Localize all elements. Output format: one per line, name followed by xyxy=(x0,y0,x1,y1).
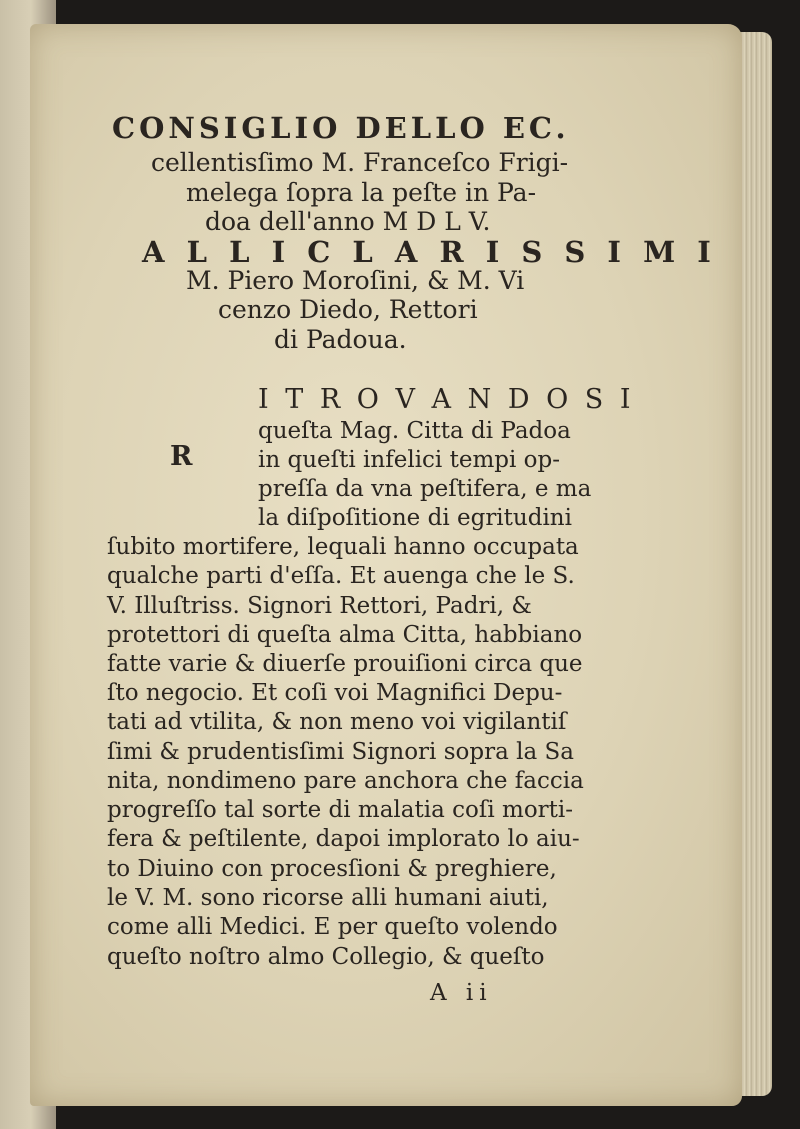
title-line: doa dell'anno M D L V. xyxy=(205,207,491,236)
body-line: V. Illuſtriss. Signori Rettori, Padri, & xyxy=(107,593,532,619)
body-line: tati ad vtilita, & non meno voi vigilantiſ xyxy=(107,709,567,735)
body-line: queſta Mag. Citta di Padoa xyxy=(258,418,571,444)
body-line: fera & peſtilente, dapoi implorato lo aiu- xyxy=(107,826,580,852)
body-line: queſto noſtro almo Collegio, & queſto xyxy=(107,944,545,970)
body-line: qualche parti d'eſſa. Et auenga che le S. xyxy=(107,563,575,589)
body-line: I T R O V A N D O S I xyxy=(258,384,635,415)
title-line: cellentisſimo M. Franceſco Frigi- xyxy=(151,148,569,177)
body-line: progreſſo tal sorte di malatia coſi morti- xyxy=(107,797,574,823)
title-line: di Padoua. xyxy=(274,325,407,354)
body-line: la diſpoſitione di egritudini xyxy=(258,505,572,531)
body-line: ſimi & prudentisſimi Signori sopra la Sa xyxy=(107,739,574,765)
body-line: in queſti infelici tempi op- xyxy=(258,447,560,473)
body-line: preſſa da vna peſtifera, e ma xyxy=(258,476,592,502)
body-line: le V. M. sono ricorse alli humani aiuti, xyxy=(107,885,549,911)
body-line: ſubito mortifere, lequali hanno occupata xyxy=(107,534,579,560)
drop-cap: R xyxy=(170,441,193,472)
title-line: M. Piero Moroſini, & M. Vi xyxy=(186,266,525,295)
body-line: come alli Medici. E per queſto volendo xyxy=(107,914,558,940)
body-line: to Diuino con procesſioni & preghiere, xyxy=(107,856,557,882)
title-line: CONSIGLIO DELLO EC. xyxy=(112,111,570,145)
body-line: protettori di queſta alma Citta, habbiano xyxy=(107,622,583,648)
body-line: fatte varie & diuerſe prouiſioni circa que xyxy=(107,651,583,677)
title-line: A L L I C L A R I S S I M I xyxy=(142,235,717,269)
body-line: ſto negocio. Et coſi voi Magnifici Depu- xyxy=(107,680,563,706)
body-line: nita, nondimeno pare anchora che faccia xyxy=(107,768,584,794)
title-line: melega ſopra la peſte in Pa- xyxy=(186,178,537,207)
title-line: cenzo Diedo, Rettori xyxy=(218,295,478,324)
signature-mark: A ii xyxy=(430,980,493,1006)
